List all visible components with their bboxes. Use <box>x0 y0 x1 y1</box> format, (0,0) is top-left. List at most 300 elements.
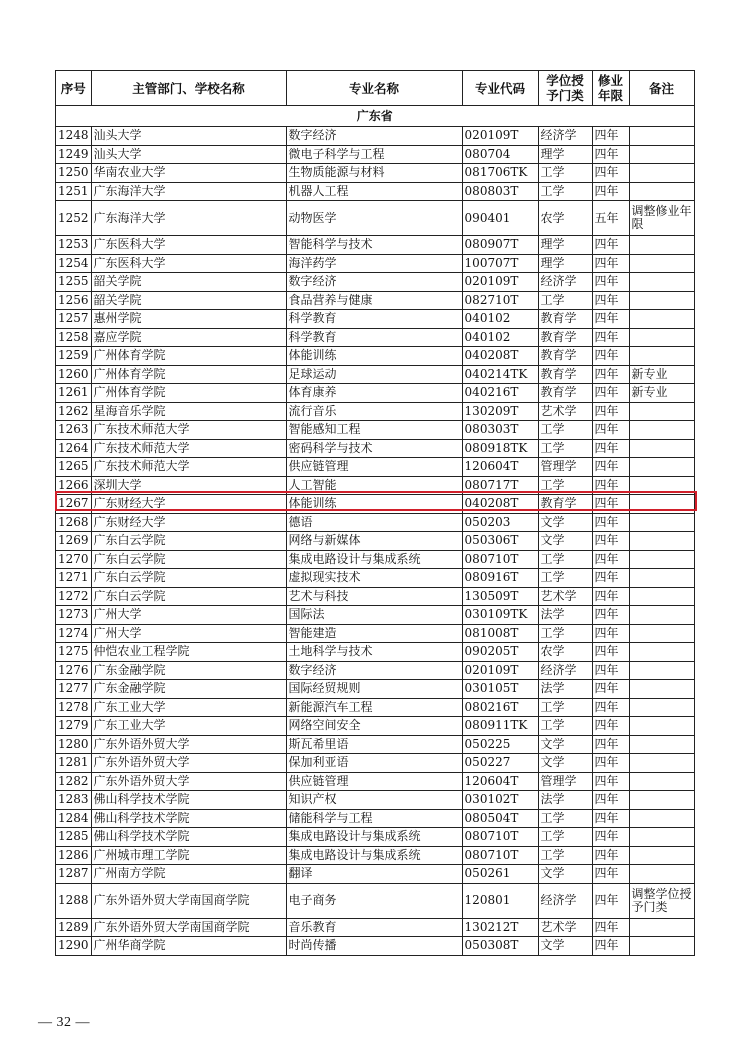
cell-major: 翻译 <box>286 865 462 884</box>
table-row <box>56 273 695 292</box>
cell-degree: 教育学 <box>538 495 592 514</box>
cell-years: 四年 <box>592 495 629 514</box>
cell-degree: 农学 <box>538 643 592 662</box>
cell-note <box>629 661 694 680</box>
cell-years: 四年 <box>592 624 629 643</box>
table-row <box>56 182 695 201</box>
cell-note <box>629 402 694 421</box>
cell-major: 供应链管理 <box>286 458 462 477</box>
cell-code: 090205T <box>462 643 538 662</box>
cell-note: 调整修业年限 <box>629 201 694 236</box>
header-school: 主管部门、学校名称 <box>91 71 286 106</box>
cell-school: 广东医科大学 <box>91 236 286 255</box>
table-row <box>56 439 695 458</box>
cell-note <box>629 254 694 273</box>
cell-degree: 经济学 <box>538 883 592 918</box>
cell-years: 四年 <box>592 236 629 255</box>
table-row <box>56 347 695 366</box>
cell-school: 广东海洋大学 <box>91 201 286 236</box>
cell-years: 四年 <box>592 606 629 625</box>
cell-school: 深圳大学 <box>91 476 286 495</box>
cell-code: 080918TK <box>462 439 538 458</box>
cell-degree: 艺术学 <box>538 587 592 606</box>
cell-seq: 1276 <box>56 661 92 680</box>
cell-code: 080710T <box>462 828 538 847</box>
cell-school: 广东海洋大学 <box>91 182 286 201</box>
cell-major: 新能源汽车工程 <box>286 698 462 717</box>
cell-school: 广州城市理工学院 <box>91 846 286 865</box>
cell-years: 五年 <box>592 201 629 236</box>
cell-major: 德语 <box>286 513 462 532</box>
cell-school: 广东外语外贸大学 <box>91 754 286 773</box>
cell-note <box>629 328 694 347</box>
cell-degree: 教育学 <box>538 347 592 366</box>
cell-degree: 文学 <box>538 865 592 884</box>
cell-years: 四年 <box>592 127 629 146</box>
table-row <box>56 680 695 699</box>
cell-major: 数字经济 <box>286 273 462 292</box>
table-row <box>56 937 695 956</box>
cell-major: 国际法 <box>286 606 462 625</box>
cell-degree: 法学 <box>538 680 592 699</box>
cell-degree: 工学 <box>538 182 592 201</box>
majors-table <box>55 70 695 956</box>
cell-note <box>629 476 694 495</box>
cell-degree: 工学 <box>538 550 592 569</box>
cell-code: 030105T <box>462 680 538 699</box>
cell-school: 星海音乐学院 <box>91 402 286 421</box>
cell-major: 科学教育 <box>286 310 462 329</box>
cell-school: 广东外语外贸大学 <box>91 735 286 754</box>
cell-degree: 工学 <box>538 164 592 183</box>
cell-years: 四年 <box>592 918 629 937</box>
cell-years: 四年 <box>592 182 629 201</box>
cell-degree: 文学 <box>538 754 592 773</box>
cell-years: 四年 <box>592 458 629 477</box>
cell-code: 040214TK <box>462 365 538 384</box>
table-row <box>56 698 695 717</box>
cell-major: 供应链管理 <box>286 772 462 791</box>
cell-major: 微电子科学与工程 <box>286 145 462 164</box>
cell-degree: 教育学 <box>538 384 592 403</box>
cell-major: 足球运动 <box>286 365 462 384</box>
table-row <box>56 236 695 255</box>
cell-seq: 1264 <box>56 439 92 458</box>
cell-seq: 1287 <box>56 865 92 884</box>
cell-years: 四年 <box>592 347 629 366</box>
cell-code: 120604T <box>462 458 538 477</box>
cell-years: 四年 <box>592 643 629 662</box>
cell-code: 020109T <box>462 273 538 292</box>
cell-seq: 1262 <box>56 402 92 421</box>
table-row <box>56 846 695 865</box>
cell-school: 广州华商学院 <box>91 937 286 956</box>
cell-seq: 1288 <box>56 883 92 918</box>
cell-major: 智能感知工程 <box>286 421 462 440</box>
table-row <box>56 384 695 403</box>
cell-major: 机器人工程 <box>286 182 462 201</box>
cell-code: 080303T <box>462 421 538 440</box>
cell-years: 四年 <box>592 735 629 754</box>
cell-note <box>629 236 694 255</box>
cell-years: 四年 <box>592 421 629 440</box>
cell-code: 130212T <box>462 918 538 937</box>
cell-code: 040208T <box>462 347 538 366</box>
cell-degree: 工学 <box>538 439 592 458</box>
cell-note <box>629 127 694 146</box>
cell-seq: 1249 <box>56 145 92 164</box>
cell-code: 050203 <box>462 513 538 532</box>
cell-major: 体能训练 <box>286 347 462 366</box>
cell-school: 广东金融学院 <box>91 680 286 699</box>
cell-degree: 理学 <box>538 145 592 164</box>
cell-school: 广东金融学院 <box>91 661 286 680</box>
cell-seq: 1253 <box>56 236 92 255</box>
cell-years: 四年 <box>592 865 629 884</box>
table-row <box>56 624 695 643</box>
cell-years: 四年 <box>592 145 629 164</box>
cell-code: 080704 <box>462 145 538 164</box>
cell-school: 惠州学院 <box>91 310 286 329</box>
cell-school: 广东白云学院 <box>91 532 286 551</box>
table-row <box>56 643 695 662</box>
cell-degree: 文学 <box>538 513 592 532</box>
table-row <box>56 127 695 146</box>
cell-school: 广东技术师范大学 <box>91 458 286 477</box>
cell-note <box>629 164 694 183</box>
cell-code: 120801 <box>462 883 538 918</box>
cell-code: 080710T <box>462 550 538 569</box>
cell-seq: 1270 <box>56 550 92 569</box>
cell-major: 智能建造 <box>286 624 462 643</box>
cell-years: 四年 <box>592 254 629 273</box>
cell-major: 密码科学与技术 <box>286 439 462 458</box>
cell-note <box>629 828 694 847</box>
cell-seq: 1252 <box>56 201 92 236</box>
header-degree: 学位授予门类 <box>538 71 592 106</box>
cell-school: 广东工业大学 <box>91 698 286 717</box>
table-row <box>56 661 695 680</box>
cell-major: 生物质能源与材料 <box>286 164 462 183</box>
cell-years: 四年 <box>592 291 629 310</box>
cell-note <box>629 182 694 201</box>
cell-seq: 1290 <box>56 937 92 956</box>
cell-degree: 艺术学 <box>538 918 592 937</box>
cell-seq: 1258 <box>56 328 92 347</box>
table-row <box>56 809 695 828</box>
cell-note <box>629 846 694 865</box>
cell-code: 050261 <box>462 865 538 884</box>
cell-code: 130209T <box>462 402 538 421</box>
cell-school: 广东财经大学 <box>91 495 286 514</box>
cell-school: 广州南方学院 <box>91 865 286 884</box>
cell-years: 四年 <box>592 809 629 828</box>
table-row <box>56 735 695 754</box>
cell-seq: 1283 <box>56 791 92 810</box>
cell-note <box>629 735 694 754</box>
cell-school: 广州大学 <box>91 606 286 625</box>
cell-note <box>629 606 694 625</box>
cell-years: 四年 <box>592 164 629 183</box>
cell-seq: 1257 <box>56 310 92 329</box>
cell-years: 四年 <box>592 661 629 680</box>
cell-degree: 文学 <box>538 937 592 956</box>
cell-years: 四年 <box>592 384 629 403</box>
header-code: 专业代码 <box>462 71 538 106</box>
cell-seq: 1250 <box>56 164 92 183</box>
cell-seq: 1280 <box>56 735 92 754</box>
cell-seq: 1259 <box>56 347 92 366</box>
cell-years: 四年 <box>592 513 629 532</box>
table-row <box>56 828 695 847</box>
cell-school: 仲恺农业工程学院 <box>91 643 286 662</box>
cell-school: 韶关学院 <box>91 273 286 292</box>
cell-seq: 1268 <box>56 513 92 532</box>
cell-major: 网络与新媒体 <box>286 532 462 551</box>
cell-major: 土地科学与技术 <box>286 643 462 662</box>
cell-major: 科学教育 <box>286 328 462 347</box>
cell-degree: 工学 <box>538 476 592 495</box>
cell-degree: 教育学 <box>538 365 592 384</box>
cell-code: 020109T <box>462 127 538 146</box>
cell-degree: 工学 <box>538 624 592 643</box>
cell-school: 广州体育学院 <box>91 365 286 384</box>
cell-code: 081008T <box>462 624 538 643</box>
cell-note <box>629 791 694 810</box>
cell-seq: 1260 <box>56 365 92 384</box>
cell-years: 四年 <box>592 402 629 421</box>
cell-school: 广东医科大学 <box>91 254 286 273</box>
cell-degree: 教育学 <box>538 328 592 347</box>
cell-major: 电子商务 <box>286 883 462 918</box>
cell-code: 050225 <box>462 735 538 754</box>
cell-years: 四年 <box>592 273 629 292</box>
cell-school: 广东白云学院 <box>91 569 286 588</box>
cell-degree: 管理学 <box>538 772 592 791</box>
cell-major: 保加利亚语 <box>286 754 462 773</box>
cell-code: 080216T <box>462 698 538 717</box>
table-row <box>56 587 695 606</box>
cell-major: 斯瓦希里语 <box>286 735 462 754</box>
cell-school: 广东技术师范大学 <box>91 421 286 440</box>
cell-degree: 教育学 <box>538 310 592 329</box>
cell-seq: 1281 <box>56 754 92 773</box>
cell-degree: 理学 <box>538 254 592 273</box>
cell-years: 四年 <box>592 772 629 791</box>
table-row <box>56 606 695 625</box>
cell-school: 广州体育学院 <box>91 347 286 366</box>
cell-note <box>629 550 694 569</box>
cell-seq: 1265 <box>56 458 92 477</box>
table-row <box>56 458 695 477</box>
cell-school: 广东白云学院 <box>91 550 286 569</box>
cell-seq: 1284 <box>56 809 92 828</box>
cell-code: 030109TK <box>462 606 538 625</box>
cell-years: 四年 <box>592 754 629 773</box>
province-row <box>56 106 695 127</box>
cell-years: 四年 <box>592 476 629 495</box>
cell-code: 050227 <box>462 754 538 773</box>
header-major: 专业名称 <box>286 71 462 106</box>
table-row <box>56 717 695 736</box>
cell-note <box>629 809 694 828</box>
cell-degree: 经济学 <box>538 661 592 680</box>
cell-major: 流行音乐 <box>286 402 462 421</box>
cell-note <box>629 495 694 514</box>
cell-note <box>629 347 694 366</box>
cell-seq: 1285 <box>56 828 92 847</box>
cell-code: 040102 <box>462 328 538 347</box>
cell-seq: 1261 <box>56 384 92 403</box>
cell-degree: 管理学 <box>538 458 592 477</box>
cell-code: 082710T <box>462 291 538 310</box>
cell-degree: 文学 <box>538 532 592 551</box>
cell-seq: 1251 <box>56 182 92 201</box>
table-row <box>56 791 695 810</box>
table-row <box>56 865 695 884</box>
table-row <box>56 421 695 440</box>
cell-major: 体育康养 <box>286 384 462 403</box>
cell-school: 韶关学院 <box>91 291 286 310</box>
cell-years: 四年 <box>592 883 629 918</box>
cell-code: 050306T <box>462 532 538 551</box>
cell-school: 佛山科学技术学院 <box>91 809 286 828</box>
cell-note <box>629 513 694 532</box>
header-years: 修业年限 <box>592 71 629 106</box>
table-row <box>56 772 695 791</box>
cell-degree: 工学 <box>538 828 592 847</box>
cell-note <box>629 532 694 551</box>
cell-major: 人工智能 <box>286 476 462 495</box>
table-row <box>56 569 695 588</box>
cell-degree: 经济学 <box>538 127 592 146</box>
cell-seq: 1266 <box>56 476 92 495</box>
cell-degree: 经济学 <box>538 273 592 292</box>
table-row <box>56 291 695 310</box>
cell-note <box>629 273 694 292</box>
table-row <box>56 402 695 421</box>
cell-seq: 1273 <box>56 606 92 625</box>
cell-note <box>629 772 694 791</box>
cell-code: 120604T <box>462 772 538 791</box>
cell-major: 食品营养与健康 <box>286 291 462 310</box>
cell-seq: 1254 <box>56 254 92 273</box>
cell-seq: 1282 <box>56 772 92 791</box>
cell-major: 数字经济 <box>286 661 462 680</box>
cell-note <box>629 439 694 458</box>
cell-school: 广东外语外贸大学南国商学院 <box>91 883 286 918</box>
cell-degree: 文学 <box>538 735 592 754</box>
cell-note <box>629 865 694 884</box>
cell-code: 080916T <box>462 569 538 588</box>
cell-major: 知识产权 <box>286 791 462 810</box>
cell-years: 四年 <box>592 365 629 384</box>
cell-code: 040216T <box>462 384 538 403</box>
table-row <box>56 513 695 532</box>
cell-years: 四年 <box>592 680 629 699</box>
cell-major: 时尚传播 <box>286 937 462 956</box>
cell-note <box>629 624 694 643</box>
cell-school: 广州大学 <box>91 624 286 643</box>
cell-major: 艺术与科技 <box>286 587 462 606</box>
table-row <box>56 476 695 495</box>
cell-seq: 1275 <box>56 643 92 662</box>
cell-note <box>629 754 694 773</box>
cell-code: 080907T <box>462 236 538 255</box>
cell-years: 四年 <box>592 717 629 736</box>
cell-seq: 1274 <box>56 624 92 643</box>
cell-major: 海洋药学 <box>286 254 462 273</box>
cell-school: 佛山科学技术学院 <box>91 828 286 847</box>
cell-note <box>629 643 694 662</box>
cell-note <box>629 680 694 699</box>
cell-note: 调整学位授予门类 <box>629 883 694 918</box>
cell-note: 新专业 <box>629 365 694 384</box>
table-row <box>56 310 695 329</box>
cell-major: 网络空间安全 <box>286 717 462 736</box>
table-row <box>56 164 695 183</box>
cell-years: 四年 <box>592 587 629 606</box>
cell-note <box>629 717 694 736</box>
cell-note <box>629 698 694 717</box>
cell-years: 四年 <box>592 937 629 956</box>
table-row <box>56 918 695 937</box>
cell-code: 080504T <box>462 809 538 828</box>
cell-school: 广州体育学院 <box>91 384 286 403</box>
cell-years: 四年 <box>592 828 629 847</box>
cell-note <box>629 421 694 440</box>
table-row <box>56 754 695 773</box>
cell-note <box>629 918 694 937</box>
cell-school: 华南农业大学 <box>91 164 286 183</box>
table-row <box>56 328 695 347</box>
cell-seq: 1272 <box>56 587 92 606</box>
cell-note <box>629 937 694 956</box>
cell-seq: 1248 <box>56 127 92 146</box>
cell-school: 广东财经大学 <box>91 513 286 532</box>
cell-major: 集成电路设计与集成系统 <box>286 550 462 569</box>
cell-degree: 工学 <box>538 809 592 828</box>
cell-code: 080710T <box>462 846 538 865</box>
cell-major: 虚拟现实技术 <box>286 569 462 588</box>
cell-school: 广东技术师范大学 <box>91 439 286 458</box>
cell-code: 050308T <box>462 937 538 956</box>
cell-degree: 农学 <box>538 201 592 236</box>
cell-code: 020109T <box>462 661 538 680</box>
cell-seq: 1269 <box>56 532 92 551</box>
cell-major: 动物医学 <box>286 201 462 236</box>
cell-degree: 法学 <box>538 606 592 625</box>
table-row <box>56 365 695 384</box>
table-row <box>56 495 695 514</box>
cell-degree: 工学 <box>538 569 592 588</box>
cell-seq: 1289 <box>56 918 92 937</box>
cell-degree: 工学 <box>538 698 592 717</box>
cell-note: 新专业 <box>629 384 694 403</box>
cell-seq: 1267 <box>56 495 92 514</box>
cell-major: 储能科学与工程 <box>286 809 462 828</box>
cell-years: 四年 <box>592 532 629 551</box>
table-row <box>56 254 695 273</box>
cell-degree: 工学 <box>538 717 592 736</box>
cell-seq: 1256 <box>56 291 92 310</box>
cell-years: 四年 <box>592 550 629 569</box>
page-number: — 32 — <box>38 1015 90 1030</box>
cell-years: 四年 <box>592 846 629 865</box>
cell-code: 080911TK <box>462 717 538 736</box>
cell-note <box>629 145 694 164</box>
cell-code: 080803T <box>462 182 538 201</box>
